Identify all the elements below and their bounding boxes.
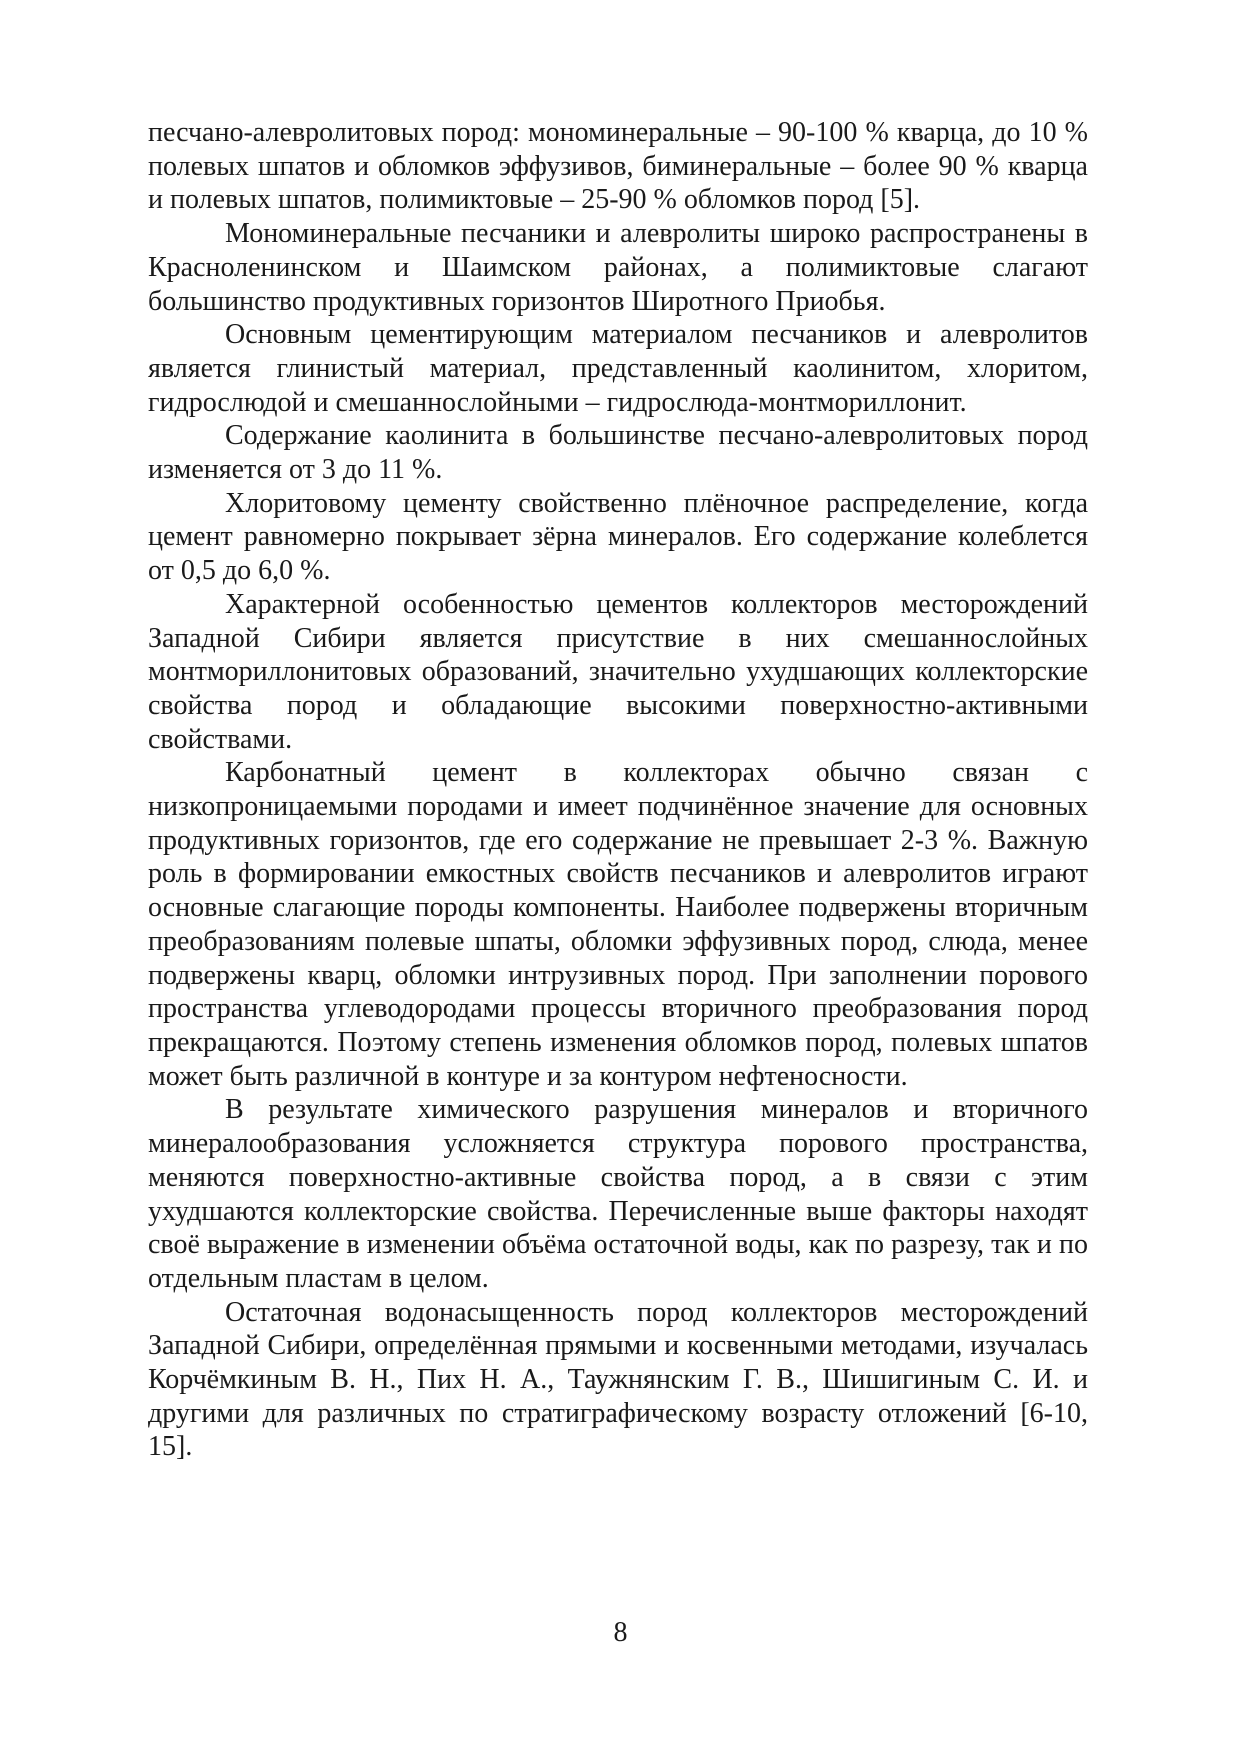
- paragraph-3: Основным цементирующим материалом песчаников и алевролитов является глинистый материал, представленный каолинитом, хлоритом, гидрослюдой и смешаннослойными – гидрослюда-монтмориллонит.: [148, 319, 1088, 418]
- paragraph-1: песчано-алевролитовых пород: мономинеральные – 90-100 % кварца, до 10 % полевых шпатов и обломков эффузивов, биминеральные – более 90 % кварца и полевых шпатов, полимиктовые – 25-90 % обломков пород [5].: [148, 117, 1088, 216]
- paragraph-5: Хлоритовому цементу свойственно плёночное распределение, когда цемент равномерно покрывает зёрна минералов. Его содержание колеблется от 0,5 до 6,0 %.: [148, 487, 1088, 587]
- paragraph-6: Характерной особенностью цементов коллекторов месторождений Западной Сибири является присутствие в них смешаннослойных монтмориллонитовых образований, значительно ухудшающих коллекторские свойства пород и обладающие высокими поверхностно-активными свойствами.: [148, 588, 1088, 755]
- page-number: 8: [613, 1617, 628, 1648]
- body-text: [148, 116, 1088, 1464]
- paragraph-2: Мономинеральные песчаники и алевролиты широко распространены в Красноленинском и Шаимском районах, а полимиктовые слагают большинство продуктивных горизонтов Широтного Приобья.: [148, 218, 1088, 317]
- paragraph-9: Остаточная водонасыщенность пород коллекторов месторождений Западной Сибири, определённая прямыми и косвенными методами, изучалась Корчёмкиным В. Н., Пих Н. А., Таужнянским Г. В., Шишигиным С. И. и другими для различных по стратиграфическому возрасту отложений [6-10, 15].: [148, 1296, 1088, 1463]
- paragraph-7: Карбонатный цемент в коллекторах обычно связан с низкопроницаемыми породами и имеет подчинённое значение для основных продуктивных горизонтов, где его содержание не превышает 2-3 %. Важную роль в формировании емкостных свойств песчаников и алевролитов играют основные слагающие породы компоненты. Наиболее подвержены вторичным преобразованиям полевые шпаты, обломки эффузивных пород, слюда, менее подвержены кварц, обломки интрузивных пород. При заполнении порового пространства углеводородами процессы вторичного преобразования пород прекращаются. Поэтому степень изменения обломков пород, полевых шпатов может быть различной в контуре и за контуром нефтеносности.: [148, 757, 1088, 1092]
- paragraph-4: Содержание каолинита в большинстве песчано-алевролитовых пород изменяется от 3 до 11 %.: [148, 420, 1088, 486]
- paragraph-8: В результате химического разрушения минералов и вторичного минералообразования усложняется структура порового пространства, меняются поверхностно-активные свойства пород, а в связи с этим ухудшаются коллекторские свойства. Перечисленные выше факторы находят своё выражение в изменении объёма остаточной воды, как по разрезу, так и по отдельным пластам в целом.: [148, 1094, 1088, 1294]
